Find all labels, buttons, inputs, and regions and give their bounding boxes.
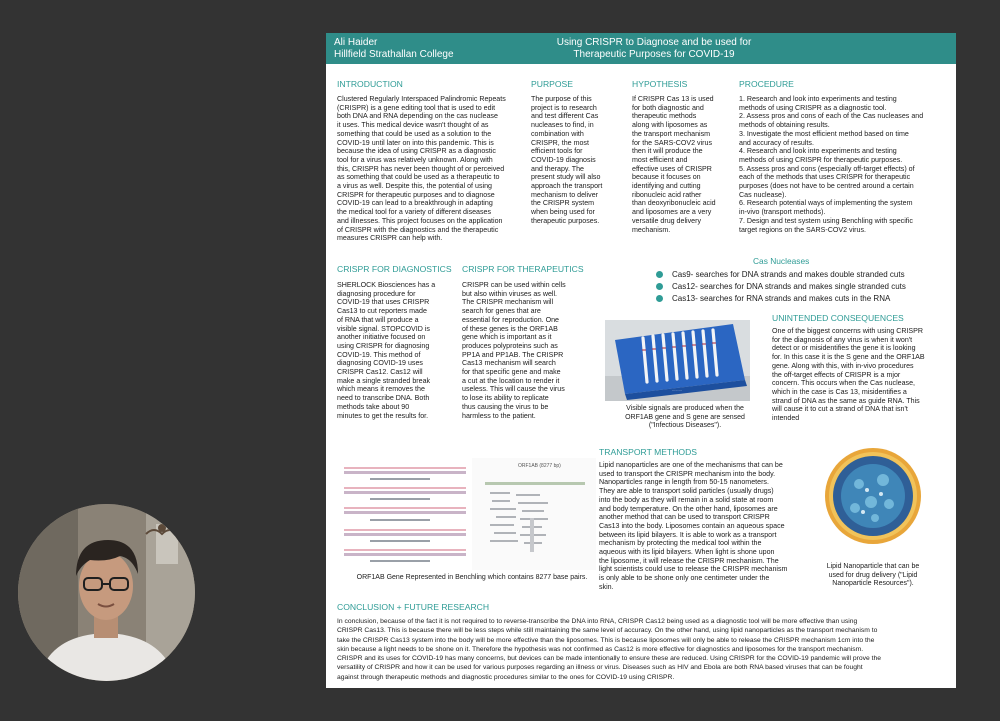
text-line: CRISPR for therapeutic purposes and to diagnose — [337, 190, 495, 199]
text-line: the liposome, it will release the CRISPR mechanism. The — [599, 556, 779, 565]
text-line: CRISPR, the most — [531, 138, 589, 147]
text-line: against through therapeutic methods and diagnostic procedures similar to the ones for COVID-19 using CRISPR. — [337, 673, 675, 681]
text-line: Cas13 into the body. Liposomes contain an aqueous space — [599, 521, 785, 530]
lipid-nanoparticle-illustration — [823, 446, 923, 546]
text-line: PP1A and PP1AB. The CRISPR — [462, 350, 564, 359]
text-line: between its lipid bilayers. It is able to work as a transport — [599, 530, 777, 539]
hypothesis-heading: HYPOTHESIS — [632, 79, 688, 89]
text-line: Cas13 to cut reporters made — [337, 307, 427, 316]
text-line: a cut at the location to render it — [462, 376, 560, 385]
text-line: because it focuses on — [632, 173, 701, 182]
text-line: ("Infectious Diseases"). — [648, 422, 722, 429]
text-line: into the body as they will remain in a solid state at room — [599, 495, 774, 504]
research-poster — [326, 33, 956, 688]
text-line: and body temperature. On the other hand, liposomes are — [599, 504, 778, 513]
diagnostics-text — [337, 281, 455, 420]
text-line: the medical tool for a variety of different diseases — [337, 208, 492, 217]
text-line: make a single stranded break — [337, 376, 431, 385]
text-line: 7. Design and test system using Benchling with specific — [739, 216, 913, 225]
text-line: CRISPR Cas12. Cas12 will — [337, 368, 423, 377]
poster-author — [334, 37, 454, 61]
text-line: mechanism by protecting the medical tool within the — [599, 539, 762, 548]
text-line: In conclusion, because of the fact it is not required to to reverse-transcribe the DNA into RNA, CRISPR Cas12 being used as a diagnostic tool will be more effective than using — [337, 618, 858, 625]
text-line: diagnosing procedure for — [337, 289, 416, 298]
text-line: take the CRISPR Cas13 system into the body will be more effective than the liposomes. This is because liposomes will only be able to release the CRISPR mechanism 1cm into the — [337, 636, 875, 644]
text-line: mechanism. — [632, 225, 671, 234]
nanoparticle-caption — [803, 563, 943, 589]
text-line: If CRISPR Cas 13 is used — [632, 95, 714, 103]
text-line: Cas13 mechanism will search — [462, 359, 556, 368]
benchling-label: ORF1AB (8277 bp) — [518, 463, 561, 469]
text-line: useless. This will cause the virus — [462, 385, 565, 394]
therapeutics-heading: CRISPR FOR THERAPEUTICS — [462, 264, 584, 274]
text-line: strand of DNA as the same as guide RNA. This — [772, 396, 920, 405]
text-line: One of the biggest concerns with using CRISPR — [772, 327, 924, 335]
text-line: identifying and cutting — [632, 182, 701, 191]
text-line: effective uses of CRISPR — [632, 164, 712, 173]
conclusion-text — [337, 617, 951, 682]
text-line: something that could be used as a solution to the — [337, 129, 492, 138]
text-line: and illnesses. This project focuses on the application — [337, 216, 503, 225]
unintended-text — [772, 327, 954, 423]
text-line: diagnosing COVID-19 uses — [337, 359, 423, 368]
text-line: 1. Research and look into experiments and testing — [739, 95, 897, 103]
text-line: therapeutic methods — [632, 112, 697, 121]
text-line: and accuracy of results. — [739, 138, 814, 147]
therapeutics-text — [462, 281, 590, 420]
text-line: another method that can be used to transport CRISPR — [599, 513, 770, 522]
list-item — [656, 280, 956, 292]
presenter-webcam — [18, 504, 195, 681]
title-line: Using CRISPR to Diagnose and be used for — [556, 37, 752, 48]
poster-header — [326, 33, 956, 64]
text-line: used to transport the CRISPR mechanism into the body. — [599, 469, 776, 478]
benchling-gene-screenshot — [340, 458, 596, 570]
diagnostics-heading: CRISPR FOR DIAGNOSTICS — [337, 264, 452, 274]
text-line: visible signal. STOPCOVID is — [337, 324, 430, 333]
text-line: 6. Research potential ways of implementing the system — [739, 199, 913, 208]
text-line: for both diagnostic and — [632, 103, 704, 112]
text-line: which means it removes the — [337, 385, 425, 394]
text-line: Nanoparticle Resources"). — [832, 580, 914, 587]
text-line: for the SARS-COV2 virus — [632, 138, 713, 147]
text-line: light scientists could use to release the CRISPR mechanism — [599, 565, 788, 574]
text-line: approach the transport — [531, 182, 603, 191]
text-line: CRISPR can be used within cells — [462, 281, 566, 289]
introduction-text — [337, 95, 529, 243]
text-line: 5. Assess pros and cons (especially off-target effects) of — [739, 164, 915, 173]
text-line: measures CRISPR can help with. — [337, 234, 443, 243]
author-name: Ali Haider — [334, 37, 378, 48]
procedure-text — [739, 95, 953, 234]
text-line: intended — [772, 414, 800, 423]
text-line: in-vivo (transport methods). — [739, 208, 826, 217]
text-line: Lipid nanoparticles are one of the mechanisms that can be — [599, 461, 783, 469]
text-line: most efficient and — [632, 155, 688, 164]
text-line: when being used for — [531, 208, 595, 217]
text-line: CRISPR and its uses for COVID-19 has many concerns, but devices can be made intentionally to ensure these are reduced. Using CRISPR for the COVID-19 pandemic will prove the — [337, 655, 882, 663]
text-line: harmless to the patient. — [462, 411, 536, 420]
text-line: for the diagnosis of any virus is when it won't — [772, 335, 913, 344]
text-line: combination with — [531, 129, 584, 138]
text-line: skin. — [599, 582, 614, 591]
text-line: it uses. This medical device wasn't thought of as — [337, 121, 489, 130]
list-item — [656, 292, 956, 304]
list-item — [656, 268, 956, 280]
purpose-text — [531, 95, 623, 226]
text-line: ribonucleic acid rather — [632, 190, 702, 199]
transport-heading: TRANSPORT METHODS — [599, 447, 698, 457]
text-line: the off-target effects of CRISPR is a mjor — [772, 370, 901, 379]
text-line: because the idea of using CRISPR as a diagnostic — [337, 147, 496, 156]
text-line: of RNA that will produce a — [337, 315, 419, 324]
text-line: minutes to get the results for. — [337, 411, 429, 420]
introduction-heading: INTRODUCTION — [337, 79, 403, 89]
text-line: and liposomes are a very — [632, 208, 712, 217]
text-line: COVID-19 that uses CRISPR — [337, 298, 430, 307]
text-line: of CRISPR with the diagnostics and the therapeutic — [337, 225, 499, 234]
text-line: aqueous with its lipid bilayers. When light is shone upon — [599, 548, 775, 557]
text-line: COVID-19 until later on into this pandemic. This is — [337, 138, 494, 147]
text-line: another initiative focused on — [337, 333, 426, 342]
text-line: target regions on the SARS-COV2 virus. — [739, 225, 866, 234]
text-line: SHERLOCK Biosciences has a — [337, 281, 436, 289]
text-line: Clustered Regularly Interspaced Palindromic Repeats — [337, 95, 506, 103]
test-strip-caption — [605, 405, 765, 431]
text-line: purposes (does not have to be centred around a certain — [739, 182, 914, 191]
purpose-heading: PURPOSE — [531, 79, 574, 89]
text-line: CRISPR Cas13. This is because there will be less steps while still maintaining the same level of accuracy. On the other hand, using lipid nanoparticles as the transport mechanism to — [337, 627, 878, 635]
text-line: and therapy. The — [531, 164, 584, 173]
text-line: Nanoparticles range in length from 50-15 nanometers. — [599, 478, 769, 487]
text-line: the CRISPR system — [531, 199, 595, 208]
text-line: to lose its ability to replicate — [462, 394, 549, 403]
bullet-icon — [656, 283, 663, 290]
text-line: versatile drug delivery — [632, 216, 701, 225]
text-line: COVID-19. This method of — [337, 350, 421, 359]
text-line: (CRISPR) is a gene editing tool that is used to edit — [337, 103, 496, 112]
text-line: methods take about 90 — [337, 402, 410, 411]
text-line: Lipid Nanoparticle that can be — [826, 563, 920, 570]
text-line: COVID-19 can lead to a breakthrough in adapting — [337, 199, 493, 208]
cas-item-label: Cas9- searches for DNA strands and makes double stranded cuts — [672, 269, 905, 279]
text-line: They are able to transport solid particles (usually drugs) — [599, 487, 774, 496]
poster-title — [536, 37, 772, 61]
text-line: using CRISPR for diagnosing — [337, 341, 430, 350]
hypothesis-text — [632, 95, 732, 234]
text-line: detect or or misidentifies the gene it is looking — [772, 344, 916, 353]
text-line: The purpose of this — [531, 95, 592, 103]
text-line: this, CRISPR has never been thought of or perceived — [337, 164, 505, 173]
benchling-caption: ORF1AB Gene Represented in Benchling which contains 8277 base pairs. — [356, 574, 588, 581]
text-line: nucleases to find, in — [531, 121, 594, 130]
presenter-video — [18, 504, 195, 681]
text-line: COVID-19 diagnosis — [531, 155, 596, 164]
text-line: then it will produce the — [632, 147, 703, 156]
author-school: Hillfield Strathallan College — [334, 49, 454, 60]
text-line: but also within viruses as well. — [462, 289, 558, 298]
cas-nucleases-list — [656, 268, 956, 304]
text-line: produces polyproteins such as — [462, 341, 558, 350]
text-line: ORF1AB gene and S gene are sensed — [625, 413, 745, 421]
text-line: essential for reproduction. One — [462, 315, 560, 324]
conclusion-heading: CONCLUSION + FUTURE RESEARCH — [337, 602, 490, 612]
text-line: is only able to be shone only one centimeter under the — [599, 574, 770, 583]
text-line: 3. Investigate the most efficient method based on time — [739, 129, 909, 138]
text-line: a virus as well. Despite this, the potential of using — [337, 182, 492, 191]
text-line: 2. Assess pros and cons of each of the Cas nucleases and — [739, 112, 924, 121]
text-line: each of the methods that uses CRISPR for therapeutic — [739, 173, 911, 182]
text-line: which in the case is Cas 13, misidentifies a — [772, 387, 907, 396]
text-line: both DNA and RNA depending on the cas nuclease — [337, 112, 498, 121]
text-line: methods of using CRISPR as a diagnostic tool. — [739, 103, 887, 112]
text-line: will cause it to cut a strand of DNA that isn't — [772, 405, 908, 414]
text-line: 4. Research and look into experiments and testing — [739, 147, 897, 156]
text-line: Visible signals are produced when the — [626, 405, 744, 412]
text-line: as something that could be used as a therapeutic to — [337, 173, 500, 182]
text-line: need to transcribe DNA. Both — [337, 394, 430, 403]
title-line: Therapeutic Purposes for COVID-19 — [573, 49, 735, 60]
svg-text:.........: ......... — [671, 387, 683, 392]
text-line: therapeutic purposes. — [531, 216, 600, 225]
text-line: tool for a virus was relatively unknown. Along with — [337, 155, 493, 164]
cas-item-label: Cas13- searches for RNA strands and makes cuts in the RNA — [672, 293, 891, 303]
bullet-icon — [656, 271, 663, 278]
text-line: project is to research — [531, 103, 597, 112]
transport-text — [599, 461, 821, 592]
text-line: along with liposomes as — [632, 121, 708, 130]
cas-nucleases-heading: Cas Nucleases — [753, 256, 810, 266]
text-line: versatility of CRISPR and how it can be used for various purposes regarding an illness or virus. Diseases such as HIV and Ebola are both RNA based viruses that can be fought — [337, 664, 863, 672]
text-line: present study will also — [531, 173, 601, 182]
procedure-heading: PROCEDURE — [739, 79, 794, 89]
text-line: gene. Along with this, with in-vivo procedures — [772, 361, 914, 370]
text-line: The CRISPR mechanism will — [462, 298, 554, 307]
text-line: the transport mechanism — [632, 129, 711, 138]
text-line: used for drug delivery ("Lipid — [828, 571, 918, 579]
text-line: concern. This occurs when the Cas nuclease, — [772, 379, 916, 388]
text-line: of these genes is the ORF1AB — [462, 324, 558, 333]
text-line: mechanism to deliver — [531, 190, 599, 199]
text-line: than deoxyribonucleic acid — [632, 199, 716, 208]
text-line: search for genes that are — [462, 307, 541, 316]
text-line: gene which is important as it — [462, 333, 552, 342]
text-line: and test different Cas — [531, 112, 599, 121]
text-line: for that specific gene and make — [462, 368, 561, 377]
test-strip-photo — [605, 320, 750, 401]
cas-item-label: Cas12- searches for DNA strands and makes single stranded cuts — [672, 281, 906, 291]
text-line: methods of using CRISPR for therapeutic purposes. — [739, 155, 903, 164]
text-line: skin because a light needs to be shone on it. Therefore the hypothesis was not confirmed as Cas12 is more effective for diagnostics and liposomes for the transport mechanism. — [337, 645, 864, 653]
text-line: thus causing the virus to be — [462, 402, 549, 411]
text-line: methods of obtaining results. — [739, 121, 830, 130]
bullet-icon — [656, 295, 663, 302]
text-line: Cas nuclease). — [739, 190, 787, 199]
text-line: efficient tools for — [531, 147, 583, 156]
unintended-heading: UNINTENDED CONSEQUENCES — [772, 313, 904, 323]
text-line: for. In this case it is the S gene and the ORF1AB — [772, 353, 925, 362]
